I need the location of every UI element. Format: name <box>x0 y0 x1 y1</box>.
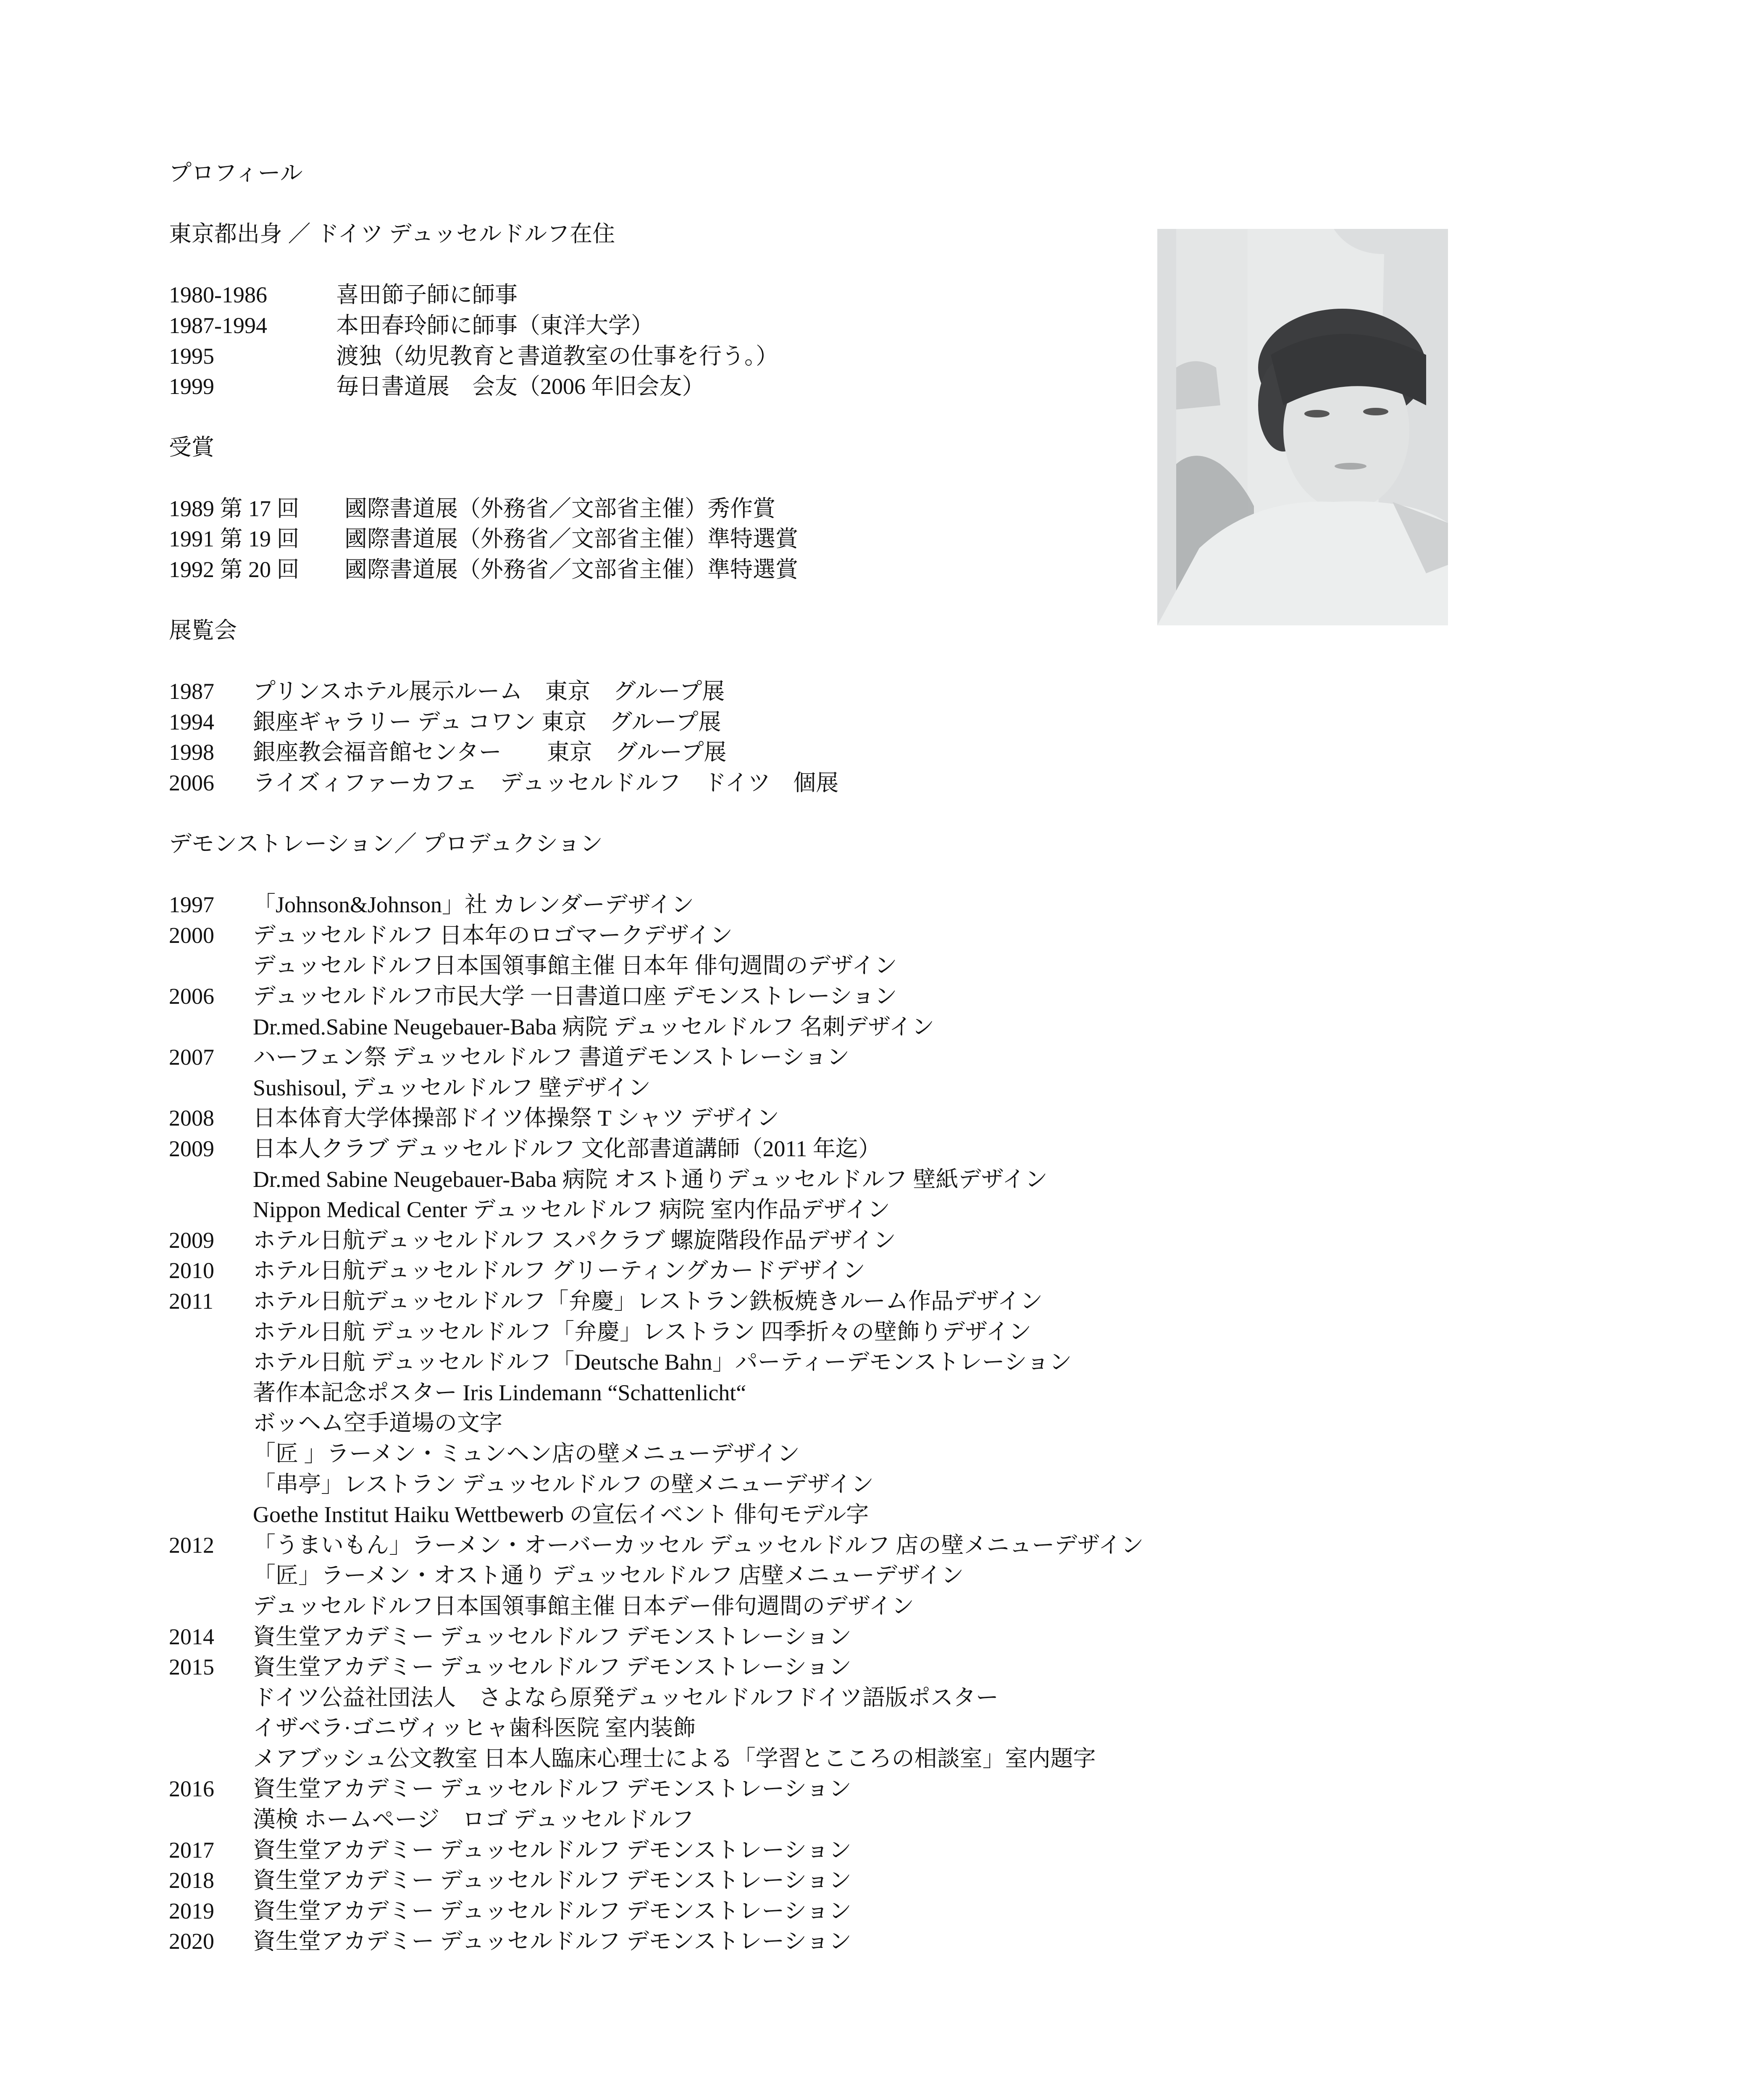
award-entry <box>169 494 1177 524</box>
portrait-photo <box>1157 229 1448 625</box>
demonstration-entry <box>169 1743 1177 1774</box>
demonstration-text: ホテル日航 デュッセルドルフ「Deutsche Bahn」パーティーデモンストレーション <box>253 1349 1072 1375</box>
exhibition-year: 1994 <box>169 709 214 735</box>
demonstration-text: Dr.med Sabine Neugebauer-Baba 病院 オスト通りデュッセルドルフ 壁紙デザイン <box>253 1166 1048 1192</box>
demonstration-entry <box>169 1591 1177 1622</box>
demonstration-year: 2010 <box>169 1258 214 1284</box>
demonstration-entry <box>169 1804 1177 1835</box>
demonstration-entry <box>169 1164 1177 1195</box>
demonstration-text: Goethe Institut Haiku Wettbewerb の宣伝イベント 俳句モデル字 <box>253 1502 869 1528</box>
demonstration-entry <box>169 1347 1177 1378</box>
blank-line <box>169 798 1177 829</box>
profile-text: 毎日書道展 会友（2006 年旧会友） <box>336 374 705 399</box>
award-year: 1992 第 20 回 <box>169 556 300 582</box>
demonstration-text: 「うまいもん」ラーメン・オーバーカッセル デュッセルドルフ 店の壁メニューデザイン <box>253 1532 1144 1558</box>
award-text: 國際書道展（外務省／文部省主催）準特選賞 <box>344 526 798 552</box>
demonstration-text: ドイツ公益社団法人 さよなら原発デュッセルドルフドイツ語版ポスター <box>253 1685 999 1710</box>
demonstration-entry <box>169 1622 1177 1652</box>
award-entry <box>169 524 1177 554</box>
profile-entry <box>169 341 1177 372</box>
demonstration-year: 2009 <box>169 1227 214 1253</box>
demonstration-entry <box>169 1683 1177 1713</box>
demonstration-year: 2017 <box>169 1837 214 1863</box>
demonstration-entry <box>169 1286 1177 1317</box>
profile-text: 本田春玲師に師事（東洋大学） <box>336 312 654 338</box>
demonstration-year: 2019 <box>169 1898 214 1924</box>
profile-heading-row <box>169 158 1177 189</box>
blank-line <box>169 859 1177 890</box>
demonstration-text: 「Johnson&Johnson」社 カレンダーデザイン <box>253 892 694 918</box>
demonstration-text: Sushisoul, デュッセルドルフ 壁デザイン <box>253 1075 651 1100</box>
demonstration-entry <box>169 890 1177 920</box>
demonstration-entry <box>169 1438 1177 1469</box>
demonstration-entry <box>169 1134 1177 1164</box>
demonstration-entry <box>169 1103 1177 1134</box>
profile-text: 渡独（幼児教育と書道教室の仕事を行う。） <box>336 343 778 369</box>
exhibition-year: 1987 <box>169 679 214 704</box>
demonstration-text: デュッセルドルフ 日本年のロゴマークデザイン <box>253 922 733 948</box>
demonstration-text: 日本体育大学体操部ドイツ体操祭 T シャツ デザイン <box>253 1105 779 1131</box>
demonstration-year: 2008 <box>169 1105 214 1131</box>
blank-line <box>169 585 1177 615</box>
profile-year: 1987-1994 <box>169 312 267 338</box>
exhibitions-heading: 展覧会 <box>169 617 237 643</box>
exhibition-text: ライズィファーカフェ デュッセルドルフ ドイツ 個展 <box>253 770 839 795</box>
demonstration-entry <box>169 1225 1177 1256</box>
award-text: 國際書道展（外務省／文部省主催）準特選賞 <box>344 556 798 582</box>
demonstration-text: ホテル日航デュッセルドルフ「弁慶」レストラン鉄板焼きルーム作品デザイン <box>253 1288 1043 1314</box>
demonstration-year: 2020 <box>169 1929 214 1954</box>
exhibition-entry <box>169 676 1177 707</box>
award-entry <box>169 554 1177 585</box>
demonstration-entry <box>169 1317 1177 1347</box>
demonstration-year: 2014 <box>169 1624 214 1649</box>
demonstration-year: 2011 <box>169 1288 213 1314</box>
demonstration-year: 2016 <box>169 1776 214 1802</box>
demonstration-text: 資生堂アカデミー デュッセルドルフ デモンストレーション <box>253 1898 852 1924</box>
demonstrations-heading-row <box>169 829 1177 859</box>
demonstration-entry <box>169 1042 1177 1073</box>
exhibition-text: プリンスホテル展示ルーム 東京 グループ展 <box>253 679 725 704</box>
demonstration-entry <box>169 1652 1177 1683</box>
exhibition-year: 1998 <box>169 740 214 765</box>
demonstration-text: 資生堂アカデミー デュッセルドルフ デモンストレーション <box>253 1837 852 1863</box>
exhibition-entry <box>169 707 1177 738</box>
demonstration-text: ボッヘム空手道場の文字 <box>253 1410 502 1436</box>
demonstration-entry <box>169 1530 1177 1561</box>
blank-line <box>169 249 1177 280</box>
demonstration-text: 日本人クラブ デュッセルドルフ 文化部書道講師（2011 年迄） <box>253 1136 881 1161</box>
demonstration-text: ホテル日航デュッセルドルフ スパクラブ 螺旋階段作品デザイン <box>253 1227 896 1253</box>
demonstration-entry <box>169 1560 1177 1591</box>
demonstration-text: ホテル日航デュッセルドルフ グリーティングカードデザイン <box>253 1258 865 1284</box>
profile-year: 1980-1986 <box>169 282 267 308</box>
origin-line-row <box>169 219 1177 249</box>
awards-heading: 受賞 <box>169 435 214 460</box>
demonstration-entry <box>169 1012 1177 1042</box>
demonstration-year: 2018 <box>169 1868 214 1893</box>
profile-entry <box>169 310 1177 341</box>
demonstration-entry <box>169 920 1177 951</box>
demonstration-text: 資生堂アカデミー デュッセルドルフ デモンストレーション <box>253 1654 852 1680</box>
demonstration-text: メアブッシュ公文教室 日本人臨床心理士による「学習とこころの相談室」室内題字 <box>253 1746 1096 1771</box>
demonstration-entry <box>169 1378 1177 1408</box>
exhibition-year: 2006 <box>169 770 214 795</box>
awards-heading-row <box>169 432 1177 463</box>
demonstration-entry <box>169 950 1177 981</box>
demonstration-text: イザベラ·ゴニヴィッヒャ歯科医院 室内装飾 <box>253 1715 696 1741</box>
exhibition-text: 銀座教会福音館センター 東京 グループ展 <box>253 740 727 765</box>
demonstration-year: 2007 <box>169 1045 214 1070</box>
demonstration-text: 資生堂アカデミー デュッセルドルフ デモンストレーション <box>253 1868 852 1893</box>
award-year: 1989 第 17 回 <box>169 496 300 521</box>
demonstration-entry <box>169 1255 1177 1286</box>
demonstration-entry <box>169 1499 1177 1530</box>
demonstration-text: デュッセルドルフ日本国領事館主催 日本デー俳句週間のデザイン <box>253 1593 914 1619</box>
award-text: 國際書道展（外務省／文部省主催）秀作賞 <box>344 496 775 521</box>
demonstration-text: 「串亭」レストラン デュッセルドルフ の壁メニューデザイン <box>253 1471 874 1497</box>
demonstration-entry <box>169 1835 1177 1866</box>
exhibition-entry <box>169 768 1177 798</box>
blank-line <box>169 189 1177 219</box>
demonstration-entry <box>169 1194 1177 1225</box>
blank-line <box>169 646 1177 677</box>
demonstration-entry <box>169 1865 1177 1896</box>
demonstration-year: 2006 <box>169 984 214 1009</box>
demonstration-text: ハーフェン祭 デュッセルドルフ 書道デモンストレーション <box>253 1045 850 1070</box>
demonstration-entry <box>169 1713 1177 1743</box>
demonstration-text: 資生堂アカデミー デュッセルドルフ デモンストレーション <box>253 1929 852 1954</box>
demonstration-text: Nippon Medical Center デュッセルドルフ 病院 室内作品デザイン <box>253 1197 890 1223</box>
origin-line: 東京都出身 ／ ドイツ デュッセルドルフ在住 <box>169 221 615 247</box>
demonstration-text: デュッセルドルフ日本国領事館主催 日本年 俳句週間のデザイン <box>253 953 897 979</box>
demonstration-entry <box>169 1469 1177 1500</box>
demonstration-entry <box>169 1774 1177 1804</box>
demonstration-text: Dr.med.Sabine Neugebauer-Baba 病院 デュッセルドルフ 名刺デザイン <box>253 1014 935 1040</box>
demonstration-year: 2009 <box>169 1136 214 1161</box>
exhibition-entry <box>169 737 1177 768</box>
exhibitions-heading-row <box>169 615 1177 646</box>
demonstration-year: 2012 <box>169 1532 214 1558</box>
demonstration-text: 「匠」ラーメン・オスト通り デュッセルドルフ 店壁メニューデザイン <box>253 1563 964 1588</box>
profile-entry <box>169 280 1177 310</box>
demonstration-text: 「匠 」ラーメン・ミュンヘン店の壁メニューデザイン <box>253 1441 800 1466</box>
demonstration-text: 著作本記念ポスター Iris Lindemann “Schattenlicht“ <box>253 1380 746 1405</box>
demonstration-entry <box>169 1926 1177 1957</box>
demonstration-year: 1997 <box>169 892 214 918</box>
demonstration-text: 漢検 ホームページ ロゴ デュッセルドルフ <box>253 1807 694 1832</box>
profile-year: 1999 <box>169 374 214 399</box>
demonstration-text: デュッセルドルフ市民大学 一日書道口座 デモンストレーション <box>253 984 897 1009</box>
demonstration-year: 2015 <box>169 1654 214 1680</box>
exhibition-text: 銀座ギャラリー デュ コワン 東京 グループ展 <box>253 709 721 735</box>
demonstration-entry <box>169 981 1177 1012</box>
demonstration-text: 資生堂アカデミー デュッセルドルフ デモンストレーション <box>253 1624 852 1649</box>
demonstration-entry <box>169 1408 1177 1438</box>
profile-year: 1995 <box>169 343 214 369</box>
award-year: 1991 第 19 回 <box>169 526 300 552</box>
blank-line <box>169 463 1177 494</box>
demonstrations-heading: デモンストレーション／ プロデュクション <box>169 831 603 857</box>
demonstration-entry <box>169 1896 1177 1927</box>
cv-document <box>169 0 1177 1974</box>
profile-text: 喜田節子師に師事 <box>336 282 518 308</box>
demonstration-text: 資生堂アカデミー デュッセルドルフ デモンストレーション <box>253 1776 852 1802</box>
blank-line <box>169 402 1177 433</box>
demonstration-entry <box>169 1073 1177 1103</box>
demonstration-year: 2000 <box>169 922 214 948</box>
profile-entry <box>169 371 1177 402</box>
profile-heading: プロフィール <box>169 160 303 186</box>
demonstration-text: ホテル日航 デュッセルドルフ「弁慶」レストラン 四季折々の壁飾りデザイン <box>253 1319 1032 1344</box>
